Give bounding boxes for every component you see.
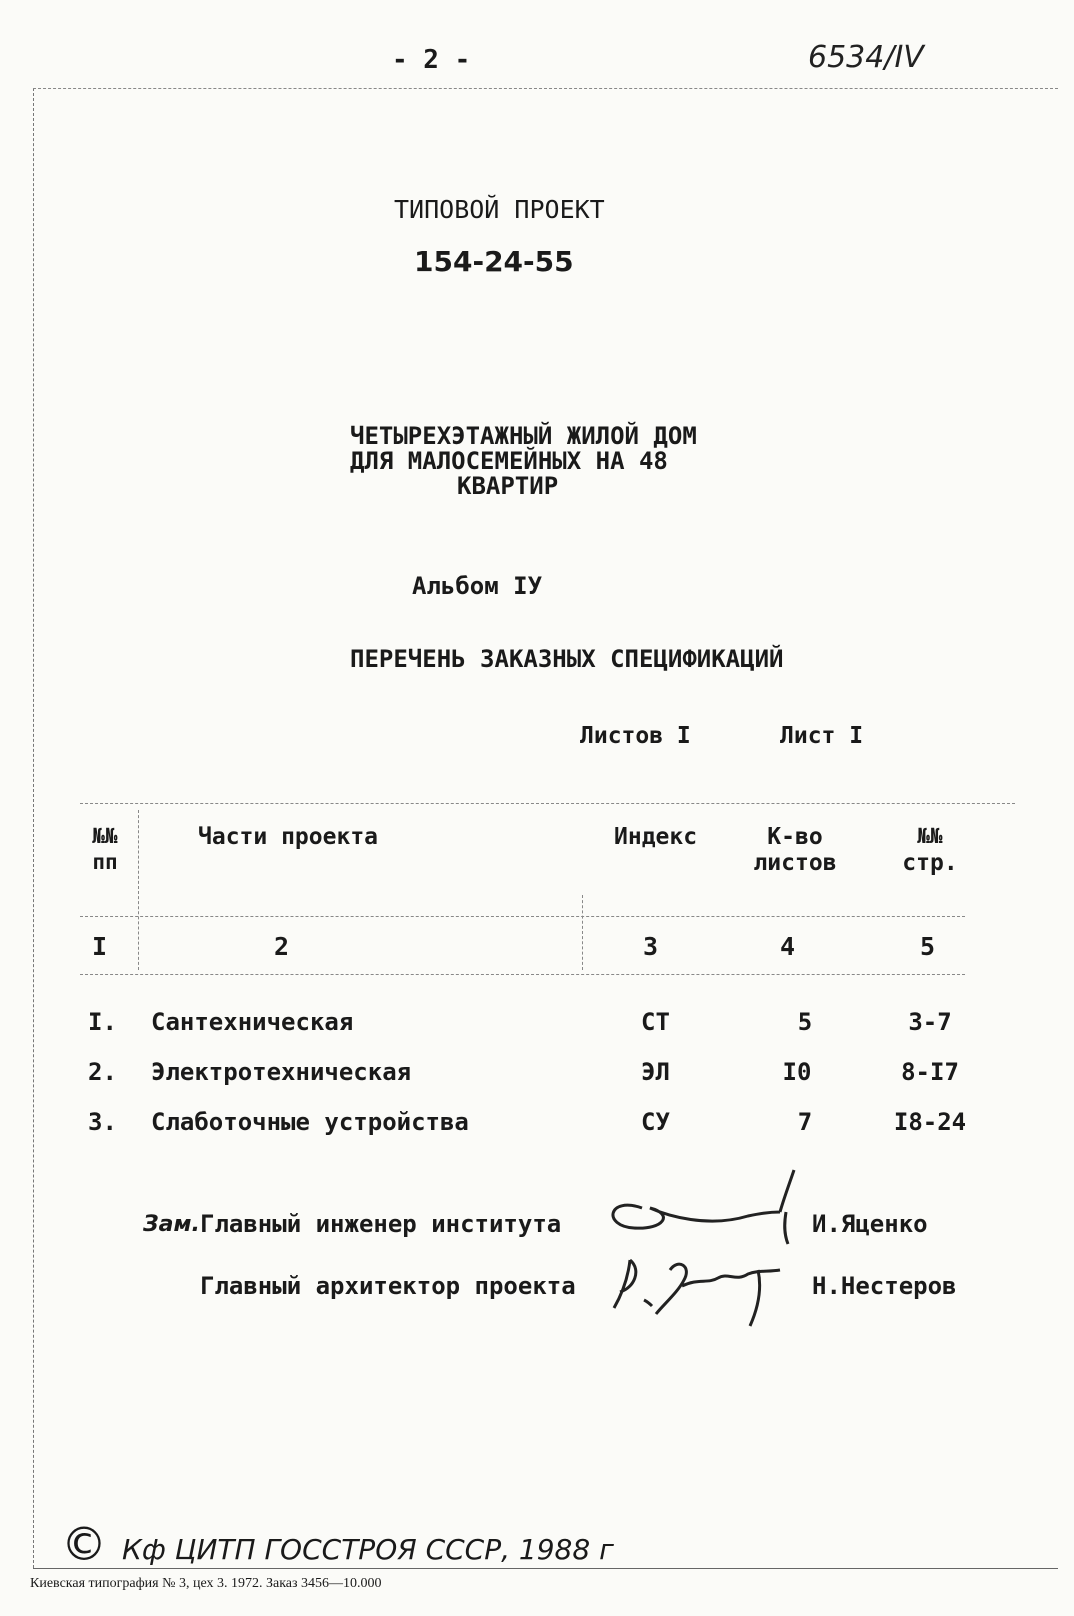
colnum-4: 4 — [780, 932, 796, 961]
row-2-count: I0 — [782, 1058, 812, 1086]
row-2-pages: 8-I7 — [901, 1058, 959, 1086]
colnum-3: 3 — [643, 932, 659, 961]
frame-left-border — [33, 88, 34, 1568]
row-2-name: Электротехническая — [151, 1058, 412, 1086]
sheet-number: Лист I — [780, 723, 864, 749]
signature-1-role: Главный инженер института — [200, 1210, 562, 1238]
colnum-5: 5 — [920, 932, 936, 961]
table-divider-1 — [138, 810, 139, 970]
row-3-index: СУ — [641, 1108, 670, 1136]
header-count-line-1: К-во — [767, 824, 823, 850]
sheets-total: Листов I — [580, 723, 691, 749]
row-1-name: Сантехническая — [151, 1008, 354, 1036]
title-line-1: ЧЕТЫРЕХЭТАЖНЫЙ ЖИЛОЙ ДОМ — [350, 422, 697, 450]
header-num-line-2: пп — [92, 850, 118, 874]
header-pages-line-2: стр. — [902, 850, 958, 876]
album-label: Альбом IУ — [412, 572, 543, 600]
row-3-count: 7 — [797, 1108, 813, 1136]
row-2-num: 2. — [88, 1058, 117, 1086]
row-1-num: I. — [88, 1008, 117, 1036]
table-top-rule — [80, 803, 1015, 804]
colnum-2: 2 — [274, 932, 290, 961]
header-parts: Части проекта — [198, 824, 379, 850]
row-1-count: 5 — [797, 1008, 813, 1036]
header-num-line-1: №№ — [92, 824, 118, 848]
colnum-1: I — [92, 932, 108, 961]
table-divider-2 — [582, 895, 583, 970]
header-count-line-2: листов — [753, 850, 837, 876]
row-1-pages: 3-7 — [908, 1008, 952, 1036]
signature-1-name: И.Яценко — [812, 1210, 928, 1238]
frame-bottom-border — [33, 1568, 1058, 1569]
signature-1-scribble — [598, 1168, 806, 1248]
copyright-text: Кф ЦИТП ГОССТРОЯ СССР, 1988 г — [122, 1533, 614, 1566]
project-code: 154-24-55 — [414, 245, 574, 278]
project-type: ТИПОВОЙ ПРОЕКТ — [394, 195, 605, 224]
signature-1-prefix: Зам. — [143, 1212, 200, 1237]
title-line-3: КВАРТИР — [457, 472, 559, 500]
imprint: Киевская типография № 3, цех 3. 1972. Заказ 3456—10.000 — [30, 1576, 382, 1591]
copyright-symbol: © — [61, 1517, 107, 1571]
row-1-index: СТ — [641, 1008, 670, 1036]
title-line-2: ДЛЯ МАЛОСЕМЕЙНЫХ НА 48 — [350, 447, 668, 475]
row-3-pages: I8-24 — [893, 1108, 967, 1136]
signature-2-role: Главный архитектор проекта — [200, 1272, 576, 1300]
archive-number: 6534/IV — [808, 40, 924, 75]
row-3-num: 3. — [88, 1108, 117, 1136]
header-pages-line-1: №№ — [917, 824, 943, 848]
row-3-name: Слаботочные устройства — [151, 1108, 469, 1136]
row-2-index: ЭЛ — [641, 1058, 670, 1086]
header-index: Индекс — [614, 824, 698, 850]
table-header-rule — [80, 916, 965, 917]
page-number: - 2 - — [392, 45, 471, 75]
table-colnum-rule — [80, 974, 965, 975]
signature-2-name: Н.Нестеров — [812, 1272, 957, 1300]
document-subtitle: ПЕРЕЧЕНЬ ЗАКАЗНЫХ СПЕЦИФИКАЦИЙ — [350, 645, 784, 673]
signature-2-scribble — [608, 1248, 808, 1328]
frame-top-border — [33, 88, 1058, 89]
